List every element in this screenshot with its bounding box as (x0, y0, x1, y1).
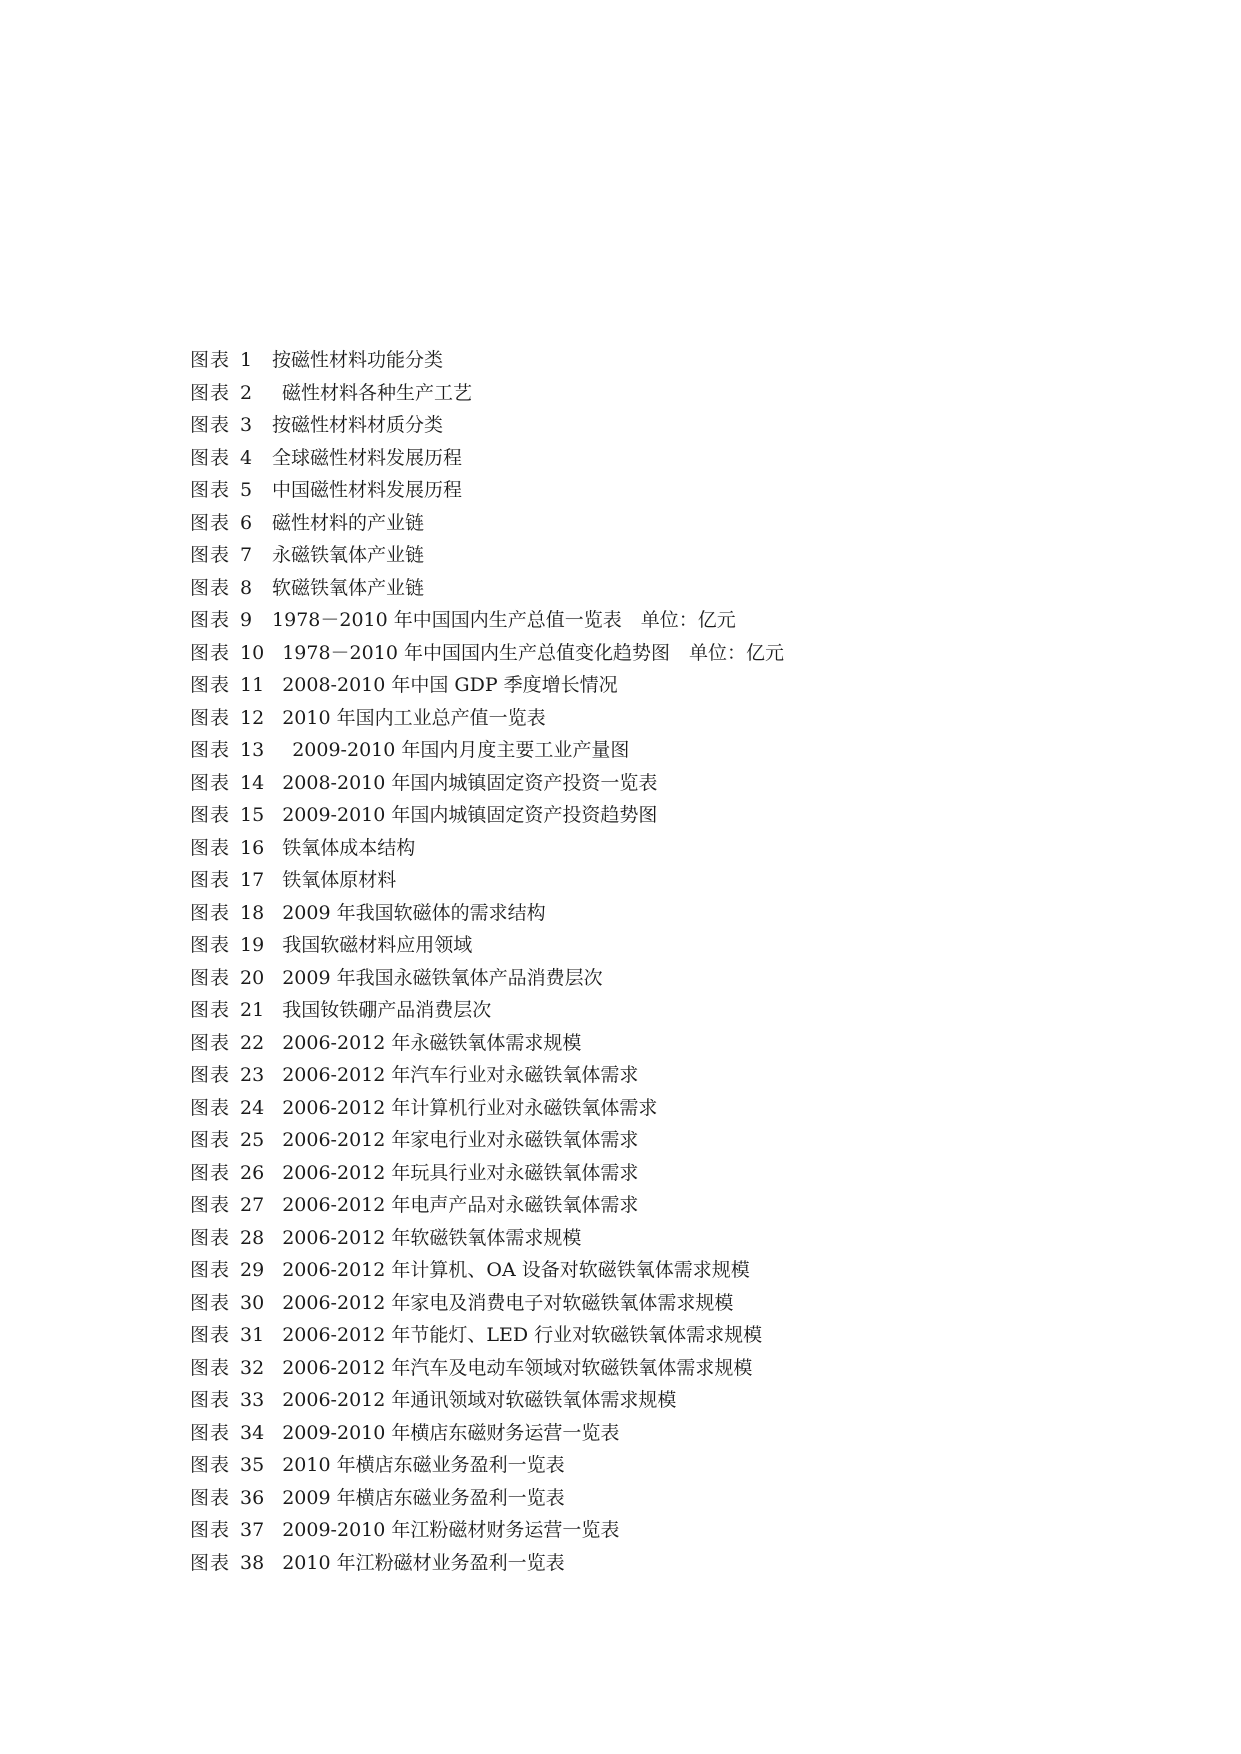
figure-title: 中国磁性材料发展历程 (272, 479, 463, 501)
figure-number: 18 (240, 901, 265, 924)
figure-prefix: 图表 (190, 544, 231, 566)
figure-prefix: 图表 (190, 1194, 231, 1216)
figure-prefix: 图表 (190, 381, 231, 404)
figure-list-item (190, 1514, 784, 1547)
figure-title: 2010 年横店东磁业务盈利一览表 (282, 1454, 565, 1476)
figure-list-item (190, 1319, 784, 1352)
figure-prefix: 图表 (190, 771, 231, 794)
figure-number: 10 (240, 641, 265, 664)
figure-title: 我国软磁材料应用领域 (282, 934, 473, 956)
figure-prefix: 图表 (190, 1324, 231, 1346)
figure-list-item (190, 442, 784, 475)
figure-title: 2006-2012 年软磁铁氧体需求规模 (282, 1226, 582, 1249)
figure-number: 9 (240, 609, 253, 631)
figure-number: 12 (240, 706, 265, 729)
figure-prefix: 图表 (190, 804, 231, 826)
figure-prefix: 图表 (190, 739, 231, 761)
figure-prefix: 图表 (190, 1161, 231, 1184)
figure-number: 2 (240, 381, 253, 404)
figure-list-item (190, 344, 784, 377)
figure-list-item (190, 832, 784, 865)
figure-list-item (190, 1482, 784, 1515)
figure-number: 14 (240, 771, 265, 794)
figure-title: 2006-2012 年通讯领域对软磁铁氧体需求规模 (282, 1389, 677, 1411)
figure-title: 2009 年我国软磁体的需求结构 (282, 901, 546, 924)
figure-list-item (190, 1092, 784, 1125)
figure-number: 29 (240, 1259, 265, 1281)
figure-title: 2006-2012 年汽车及电动车领域对软磁铁氧体需求规模 (282, 1356, 753, 1379)
figure-prefix: 图表 (190, 511, 231, 534)
figure-list-item (190, 377, 784, 410)
figure-prefix: 图表 (190, 1064, 231, 1086)
figure-title: 磁性材料各种生产工艺 (282, 381, 473, 404)
figure-title: 2006-2012 年玩具行业对永磁铁氧体需求 (282, 1161, 639, 1184)
figure-number: 1 (240, 349, 253, 371)
figure-list-item (190, 734, 784, 767)
figure-prefix: 图表 (190, 999, 231, 1021)
figure-prefix: 图表 (190, 414, 231, 436)
figure-list-item (190, 799, 784, 832)
figure-prefix: 图表 (190, 641, 231, 664)
figure-title: 2009-2010 年横店东磁财务运营一览表 (282, 1421, 620, 1444)
figure-prefix: 图表 (190, 1454, 231, 1476)
figure-title: 铁氧体原材料 (282, 869, 397, 891)
figure-list-item (190, 1384, 784, 1417)
figure-list-item (190, 1254, 784, 1287)
figure-number: 26 (240, 1161, 265, 1184)
figure-list-item (190, 1449, 784, 1482)
figure-prefix: 图表 (190, 349, 231, 371)
figure-title: 按磁性材料功能分类 (272, 349, 444, 371)
figure-prefix: 图表 (190, 1259, 231, 1281)
figure-list-item (190, 1222, 784, 1255)
figure-title: 2006-2012 年计算机、OA 设备对软磁铁氧体需求规模 (282, 1259, 750, 1281)
figure-number: 15 (240, 804, 265, 826)
figure-number: 20 (240, 966, 265, 989)
figure-number: 22 (240, 1031, 265, 1054)
figure-title: 2006-2012 年节能灯、LED 行业对软磁铁氧体需求规模 (282, 1324, 763, 1346)
figure-list-item (190, 669, 784, 702)
figure-list-item (190, 604, 784, 637)
figure-prefix: 图表 (190, 576, 231, 599)
figure-number: 30 (240, 1291, 265, 1314)
figure-prefix: 图表 (190, 1129, 231, 1151)
figure-list-item (190, 1547, 784, 1580)
figure-list-item (190, 1157, 784, 1190)
figure-number: 25 (240, 1129, 265, 1151)
figure-number: 27 (240, 1194, 265, 1216)
figure-prefix: 图表 (190, 1031, 231, 1054)
figure-list-item (190, 409, 784, 442)
figure-prefix: 图表 (190, 1421, 231, 1444)
figure-title: 2006-2012 年电声产品对永磁铁氧体需求 (282, 1194, 639, 1216)
figure-number: 38 (240, 1551, 265, 1574)
figure-title: 2006-2012 年家电及消费电子对软磁铁氧体需求规模 (282, 1291, 734, 1314)
figure-number: 7 (240, 544, 253, 566)
figure-list-item (190, 637, 784, 670)
figure-number: 19 (240, 934, 265, 956)
figure-number: 16 (240, 836, 265, 859)
figure-prefix: 图表 (190, 1356, 231, 1379)
figure-prefix: 图表 (190, 706, 231, 729)
figure-prefix: 图表 (190, 836, 231, 859)
figure-title: 1978－2010 年中国国内生产总值变化趋势图 单位：亿元 (282, 641, 784, 664)
figure-list-item (190, 539, 784, 572)
figure-list-item (190, 572, 784, 605)
figure-prefix: 图表 (190, 446, 231, 469)
figure-prefix: 图表 (190, 934, 231, 956)
figure-list-item (190, 897, 784, 930)
figure-number: 5 (240, 479, 253, 501)
figure-list-item (190, 767, 784, 800)
figure-title: 永磁铁氧体产业链 (272, 544, 425, 566)
figure-number: 13 (240, 739, 265, 761)
figure-list-item (190, 1417, 784, 1450)
figure-prefix: 图表 (190, 609, 231, 631)
figure-list-item (190, 962, 784, 995)
figure-list-item (190, 1352, 784, 1385)
figure-title: 磁性材料的产业链 (272, 511, 425, 534)
figure-list-item (190, 929, 784, 962)
figure-number: 37 (240, 1519, 265, 1541)
figure-title: 2008-2010 年中国 GDP 季度增长情况 (282, 674, 618, 696)
figure-title: 2006-2012 年计算机行业对永磁铁氧体需求 (282, 1096, 658, 1119)
figure-prefix: 图表 (190, 901, 231, 924)
figure-title: 按磁性材料材质分类 (272, 414, 444, 436)
figure-prefix: 图表 (190, 1519, 231, 1541)
figure-prefix: 图表 (190, 1291, 231, 1314)
figure-title: 2009-2010 年国内月度主要工业产量图 (292, 739, 630, 761)
figure-list-item (190, 474, 784, 507)
figure-list-item (190, 1027, 784, 1060)
figure-title: 1978－2010 年中国国内生产总值一览表 单位：亿元 (272, 609, 736, 631)
figure-list-item (190, 702, 784, 735)
figure-title: 2010 年国内工业总产值一览表 (282, 706, 546, 729)
figure-title: 2008-2010 年国内城镇固定资产投资一览表 (282, 771, 658, 794)
figure-title: 2006-2012 年永磁铁氧体需求规模 (282, 1031, 582, 1054)
figure-title: 2010 年江粉磁材业务盈利一览表 (282, 1551, 565, 1574)
figure-prefix: 图表 (190, 869, 231, 891)
figure-prefix: 图表 (190, 966, 231, 989)
figure-prefix: 图表 (190, 1551, 231, 1574)
figure-title: 全球磁性材料发展历程 (272, 446, 463, 469)
figure-number: 8 (240, 576, 253, 599)
figure-number: 4 (240, 446, 253, 469)
figure-number: 36 (240, 1486, 265, 1509)
figure-number: 28 (240, 1226, 265, 1249)
figure-list-item (190, 994, 784, 1027)
figure-prefix: 图表 (190, 479, 231, 501)
figure-list-item (190, 1189, 784, 1222)
figure-number: 24 (240, 1096, 265, 1119)
figure-title: 2009 年我国永磁铁氧体产品消费层次 (282, 966, 603, 989)
figure-list-item (190, 507, 784, 540)
figure-list-item (190, 1124, 784, 1157)
figure-number: 35 (240, 1454, 265, 1476)
figure-prefix: 图表 (190, 674, 231, 696)
figure-title: 我国钕铁硼产品消费层次 (282, 999, 492, 1021)
figure-number: 21 (240, 999, 265, 1021)
figure-title: 2009 年横店东磁业务盈利一览表 (282, 1486, 565, 1509)
figure-title: 铁氧体成本结构 (282, 836, 416, 859)
figure-number: 31 (240, 1324, 265, 1346)
figure-number: 6 (240, 511, 253, 534)
figure-prefix: 图表 (190, 1226, 231, 1249)
figure-title: 2006-2012 年汽车行业对永磁铁氧体需求 (282, 1064, 639, 1086)
figure-list (190, 344, 784, 1579)
figure-number: 34 (240, 1421, 265, 1444)
figure-prefix: 图表 (190, 1486, 231, 1509)
figure-number: 3 (240, 414, 253, 436)
figure-number: 32 (240, 1356, 265, 1379)
figure-prefix: 图表 (190, 1096, 231, 1119)
figure-list-item (190, 1059, 784, 1092)
figure-title: 2009-2010 年江粉磁材财务运营一览表 (282, 1519, 620, 1541)
figure-number: 33 (240, 1389, 265, 1411)
figure-title: 2009-2010 年国内城镇固定资产投资趋势图 (282, 804, 658, 826)
figure-title: 2006-2012 年家电行业对永磁铁氧体需求 (282, 1129, 639, 1151)
figure-title: 软磁铁氧体产业链 (272, 576, 425, 599)
figure-number: 17 (240, 869, 265, 891)
figure-list-item (190, 1287, 784, 1320)
figure-list-item (190, 864, 784, 897)
figure-number: 11 (240, 674, 265, 696)
figure-number: 23 (240, 1064, 265, 1086)
figure-prefix: 图表 (190, 1389, 231, 1411)
